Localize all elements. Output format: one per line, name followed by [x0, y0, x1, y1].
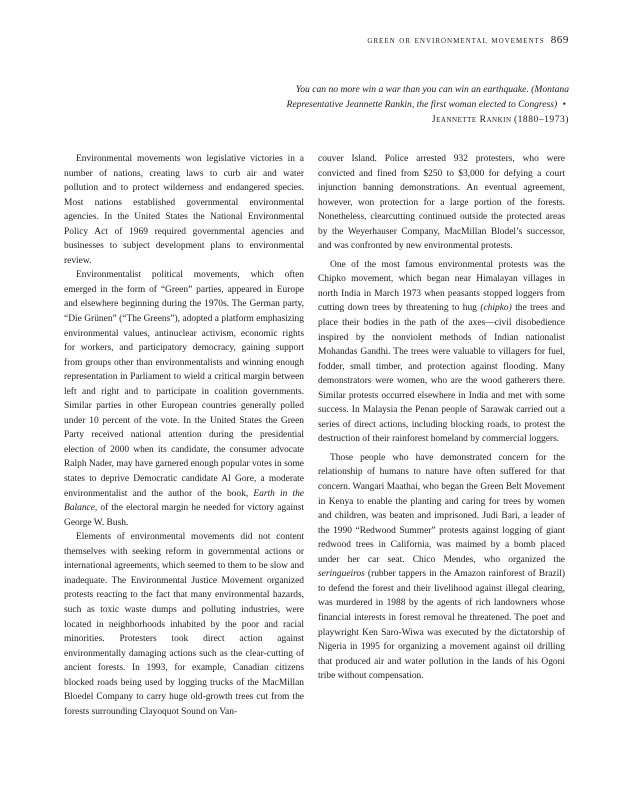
italic-term: (chipko): [480, 303, 512, 314]
running-header: [367, 34, 569, 46]
paragraph-text: Those people who have demonstrated concern for the relationship of humans to nature have often suffered for that concern. Wangari Maathai, who began the Green Belt Movement in Kenya to enable the planting and caring for trees by women and children, was beaten and imprisoned. Judi Bari, a leader of the 1990 “Redwood Summer” protests against logging of giant redwood trees in California, was maimed by a bomb placed under her car seat. Chico Mendes, who organized the: [318, 452, 565, 565]
quote-text: You can no more win a war than you can win an earthquake. (Montana Representative Jeannette Rankin, the first woman elected to Congress): [286, 84, 569, 110]
paragraph: [318, 451, 565, 684]
paragraph-text: One of the most famous environmental protests was the Chipko movement, which began near Himalayan villages in north India in March 1973 when peasants stopped loggers from cutting down trees by threatening to hug: [318, 259, 565, 314]
paragraph-text: Elements of environmental movements did not content themselves with seeking reform in governmental actions or international agreements, which seemed to them to be slow and inadequate. The Environmental Justice Movement organized protests reacting to the fact that many environmental hazards, such as toxic waste dumps and polluting industries, were located in neighborhoods inhabited by the poor and racial minorities. Protesters took direct action against environmentally damaging actions such as the clear-cutting of ancient forests. In 1993, for example, Canadian citizens blocked roads being used by logging trucks of the MacMillan Bloedel Company to carry huge old-growth trees cut from the forests surrounding Clayoquot Sound on Van-: [64, 532, 304, 717]
quote-author: Jeannette Rankin: [431, 114, 512, 125]
epigraph-quote: [269, 82, 569, 127]
quote-bullet: •: [562, 99, 566, 110]
left-column: [64, 152, 304, 719]
italic-term: seringueiros: [318, 569, 365, 580]
quote-years: (1880–1973): [513, 114, 569, 125]
paragraph-text: couver Island. Police arrested 932 protesters, who were convicted and fined from $250 to $3,000 for defying a court injunction banning demonstrations. An eventual agreement, however, won protection for a large portion of the forests. Nonetheless, clearcutting continued outside the protected areas by the Weyerhauser Company, MacMillan Blodel’s successor, and was confronted by new environmental protests.: [318, 154, 565, 252]
paragraph: [64, 530, 304, 719]
paragraph-text: the trees and place their bodies in the path of the axes—civil disobedience inspired by the nonviolent methods of Indian nationalist Mohandas Gandhi. The trees were valuable to villagers for fuel, fodder, small timber, and protection against flooding. Many demonstrators were women, who are the wood gatherers there. Similar protests occurred elsewhere in India and met with some success. In Malaysia the Penan people of Sarawak carried out a series of direct actions, including blocking roads, to protest the destruction of their rainforest homeland by commercial loggers.: [318, 303, 565, 445]
right-column: [318, 152, 565, 684]
book-title: Earth in the Balance,: [64, 488, 304, 514]
paragraph: [318, 258, 565, 447]
paragraph-text: (rubber tappers in the Amazon rainforest of Brazil) to defend the forest and their livelihood against illegal clearing, was murdered in 1988 by the agents of rich landowners whose financial interests in forest removal he threatened. The poet and playwright Ken Saro-Wiwa was executed by the dictatorship of Nigeria in 1995 for organizing a movement against oil drilling that produced air and water pollution in the lands of his Ogoni tribe without compensation.: [318, 569, 565, 682]
running-title: green or environmental movements: [367, 35, 545, 46]
paragraph-text: Environmental movements won legislative victories in a number of nations, creating laws to curb air and water pollution and to protect wilderness and endangered species. Most nations established governmental environmental agencies. In the United States the National Environmental Policy Act of 1969 required governmental agencies and businesses to subject development plans to environmental review.: [64, 154, 304, 266]
paragraph: [318, 152, 565, 254]
page-number: 869: [550, 34, 569, 46]
paragraph: [64, 152, 304, 268]
paragraph-text: of the electoral margin he needed for victory against George W. Bush.: [64, 503, 304, 528]
paragraph: [64, 268, 304, 530]
paragraph-text: Environmentalist political movements, which often emerged in the form of “Green” parties, appeared in Europe and elsewhere beginning during the 1970s. The German party, “Die Grünen” (“The Greens”), adopted a platform emphasizing environmental values, antinuclear activism, economic rights for workers, and participatory democracy, gaining support from groups other than environmentalists and winning enough representation in Parliament to wield a critical margin between left and right and to participate in coalition governments. Similar parties in other European countries generally polled under 10 percent of the vote. In the United States the Green Party received national attention during the presidential election of 2000 when its candidate, the consumer advocate Ralph Nader, may have garnered enough popular votes in some states to deprive Democratic candidate Al Gore, a moderate environmentalist and the author of the book,: [64, 270, 304, 499]
